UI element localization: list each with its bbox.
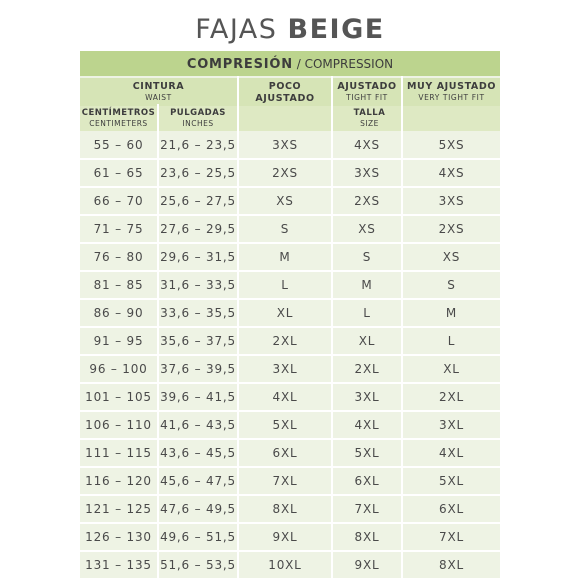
compression-banner bbox=[80, 51, 500, 76]
size-chart bbox=[80, 51, 500, 578]
cell-muy: 2XS bbox=[438, 222, 465, 236]
cell-ajustado: 8XL bbox=[354, 530, 380, 544]
header-in bbox=[159, 106, 237, 131]
cell-muy: L bbox=[447, 334, 456, 348]
table-row bbox=[80, 159, 500, 187]
cell-muy: XL bbox=[443, 362, 460, 376]
header-in-sub: INCHES bbox=[182, 119, 214, 128]
header-muy-main: MUY AJUSTADO bbox=[406, 81, 497, 92]
header-ajustado-main: AJUSTADO bbox=[337, 81, 397, 92]
cell-poco: M bbox=[279, 250, 291, 264]
cell-muy: 6XL bbox=[439, 502, 464, 516]
cell-inches: 39,6 – 41,5 bbox=[160, 390, 236, 404]
cell-cm: 86 – 90 bbox=[93, 306, 144, 320]
title-bold: BEIGE bbox=[287, 14, 385, 45]
header-cintura-main: CINTURA bbox=[132, 81, 185, 92]
table-row bbox=[80, 271, 500, 299]
cell-ajustado: 4XL bbox=[354, 418, 380, 432]
cell-cm: 61 – 65 bbox=[93, 166, 144, 180]
cell-muy: 5XL bbox=[439, 474, 464, 488]
cell-poco: 8XL bbox=[272, 502, 298, 516]
cell-cm: 71 – 75 bbox=[93, 222, 144, 236]
cell-ajustado: 6XL bbox=[354, 474, 380, 488]
table-row bbox=[80, 439, 500, 467]
banner-bold: COMPRESIÓN bbox=[186, 57, 293, 72]
table-row bbox=[80, 299, 500, 327]
header-poco bbox=[239, 78, 331, 106]
cell-ajustado: S bbox=[362, 250, 372, 264]
header-cm-sub: CENTIMETERS bbox=[89, 119, 148, 128]
cell-cm: 121 – 125 bbox=[85, 502, 152, 516]
cell-poco: 10XL bbox=[268, 558, 302, 572]
table-row bbox=[80, 215, 500, 243]
header-muy bbox=[403, 78, 500, 106]
header-ajustado bbox=[333, 78, 401, 106]
cell-poco: S bbox=[280, 222, 290, 236]
table-row bbox=[80, 411, 500, 439]
cell-ajustado: XS bbox=[358, 222, 376, 236]
cell-poco: 2XS bbox=[272, 166, 298, 180]
header-talla-sub: SIZE bbox=[360, 119, 379, 128]
cell-cm: 55 – 60 bbox=[93, 138, 144, 152]
cell-cm: 91 – 95 bbox=[93, 334, 144, 348]
page-title bbox=[0, 14, 580, 45]
cell-muy: 8XL bbox=[439, 558, 464, 572]
cell-inches: 37,6 – 39,5 bbox=[160, 362, 236, 376]
cell-ajustado: 7XL bbox=[354, 502, 380, 516]
table-row bbox=[80, 327, 500, 355]
cell-poco: 5XL bbox=[272, 418, 298, 432]
cell-poco: XL bbox=[276, 306, 294, 320]
cell-inches: 49,6 – 51,5 bbox=[160, 530, 236, 544]
header-ajustado-sub: TIGHT FIT bbox=[346, 93, 388, 102]
cell-inches: 43,6 – 45,5 bbox=[160, 446, 236, 460]
cell-inches: 23,6 – 25,5 bbox=[160, 166, 236, 180]
cell-cm: 131 – 135 bbox=[85, 558, 152, 572]
cell-poco: 7XL bbox=[272, 474, 298, 488]
table-row bbox=[80, 495, 500, 523]
cell-cm: 96 – 100 bbox=[89, 362, 148, 376]
cell-poco: 2XL bbox=[272, 334, 298, 348]
cell-cm: 116 – 120 bbox=[85, 474, 152, 488]
cell-inches: 47,6 – 49,5 bbox=[160, 502, 236, 516]
header-in-main: PULGADAS bbox=[170, 108, 226, 118]
cell-poco: 6XL bbox=[272, 446, 298, 460]
cell-inches: 41,6 – 43,5 bbox=[160, 418, 236, 432]
table-row bbox=[80, 467, 500, 495]
table-row bbox=[80, 551, 500, 579]
cell-muy: 3XS bbox=[438, 194, 465, 208]
cell-inches: 35,6 – 37,5 bbox=[160, 334, 236, 348]
cell-muy: 7XL bbox=[439, 530, 464, 544]
cell-ajustado: 3XS bbox=[354, 166, 380, 180]
header-talla-main: TALLA bbox=[353, 108, 386, 118]
cell-muy: 5XS bbox=[438, 138, 465, 152]
cell-ajustado: L bbox=[363, 306, 371, 320]
header-muy-sub: VERY TIGHT FIT bbox=[418, 93, 485, 102]
cell-inches: 51,6 – 53,5 bbox=[160, 558, 236, 572]
cell-inches: 31,6 – 33,5 bbox=[160, 278, 236, 292]
cell-ajustado: 2XL bbox=[354, 362, 380, 376]
cell-cm: 81 – 85 bbox=[93, 278, 144, 292]
cell-inches: 27,6 – 29,5 bbox=[160, 222, 236, 236]
cell-ajustado: 9XL bbox=[354, 558, 380, 572]
header-cm-main: CENTÍMETROS bbox=[81, 108, 156, 118]
header-cm bbox=[80, 106, 157, 131]
cell-ajustado: 3XL bbox=[354, 390, 380, 404]
header-cintura bbox=[80, 78, 237, 106]
cell-poco: 3XL bbox=[272, 362, 298, 376]
cell-poco: 9XL bbox=[272, 530, 298, 544]
cell-muy: XS bbox=[442, 250, 461, 264]
banner-rest: / COMPRESSION bbox=[292, 57, 394, 71]
cell-cm: 106 – 110 bbox=[85, 418, 152, 432]
cell-muy: M bbox=[445, 306, 458, 320]
cell-inches: 29,6 – 31,5 bbox=[160, 250, 236, 264]
table-row bbox=[80, 523, 500, 551]
header-talla bbox=[239, 106, 500, 131]
table-row bbox=[80, 355, 500, 383]
cell-ajustado: 2XS bbox=[354, 194, 380, 208]
table-row bbox=[80, 243, 500, 271]
cell-muy: 4XS bbox=[438, 166, 465, 180]
cell-inches: 25,6 – 27,5 bbox=[160, 194, 236, 208]
cell-muy: 4XL bbox=[439, 446, 464, 460]
cell-muy: S bbox=[447, 278, 456, 292]
cell-cm: 126 – 130 bbox=[85, 530, 152, 544]
cell-ajustado: M bbox=[361, 278, 373, 292]
table-row bbox=[80, 383, 500, 411]
cell-ajustado: XL bbox=[358, 334, 376, 348]
cell-poco: XS bbox=[276, 194, 294, 208]
cell-poco: L bbox=[281, 278, 289, 292]
cell-cm: 76 – 80 bbox=[93, 250, 144, 264]
cell-ajustado: 5XL bbox=[354, 446, 380, 460]
table-row bbox=[80, 187, 500, 215]
cell-muy: 2XL bbox=[439, 390, 464, 404]
cell-inches: 45,6 – 47,5 bbox=[160, 474, 236, 488]
cell-inches: 33,6 – 35,5 bbox=[160, 306, 236, 320]
header-poco-main: POCO AJUSTADO bbox=[255, 81, 315, 104]
cell-poco: 4XL bbox=[272, 390, 298, 404]
header-cintura-sub: WAIST bbox=[145, 93, 172, 102]
cell-inches: 21,6 – 23,5 bbox=[160, 138, 236, 152]
cell-cm: 111 – 115 bbox=[85, 446, 152, 460]
cell-cm: 101 – 105 bbox=[85, 390, 152, 404]
table-row bbox=[80, 131, 500, 159]
cell-ajustado: 4XS bbox=[354, 138, 380, 152]
title-light: FAJAS bbox=[195, 14, 288, 45]
cell-poco: 3XS bbox=[272, 138, 298, 152]
cell-cm: 66 – 70 bbox=[93, 194, 144, 208]
cell-muy: 3XL bbox=[439, 418, 464, 432]
